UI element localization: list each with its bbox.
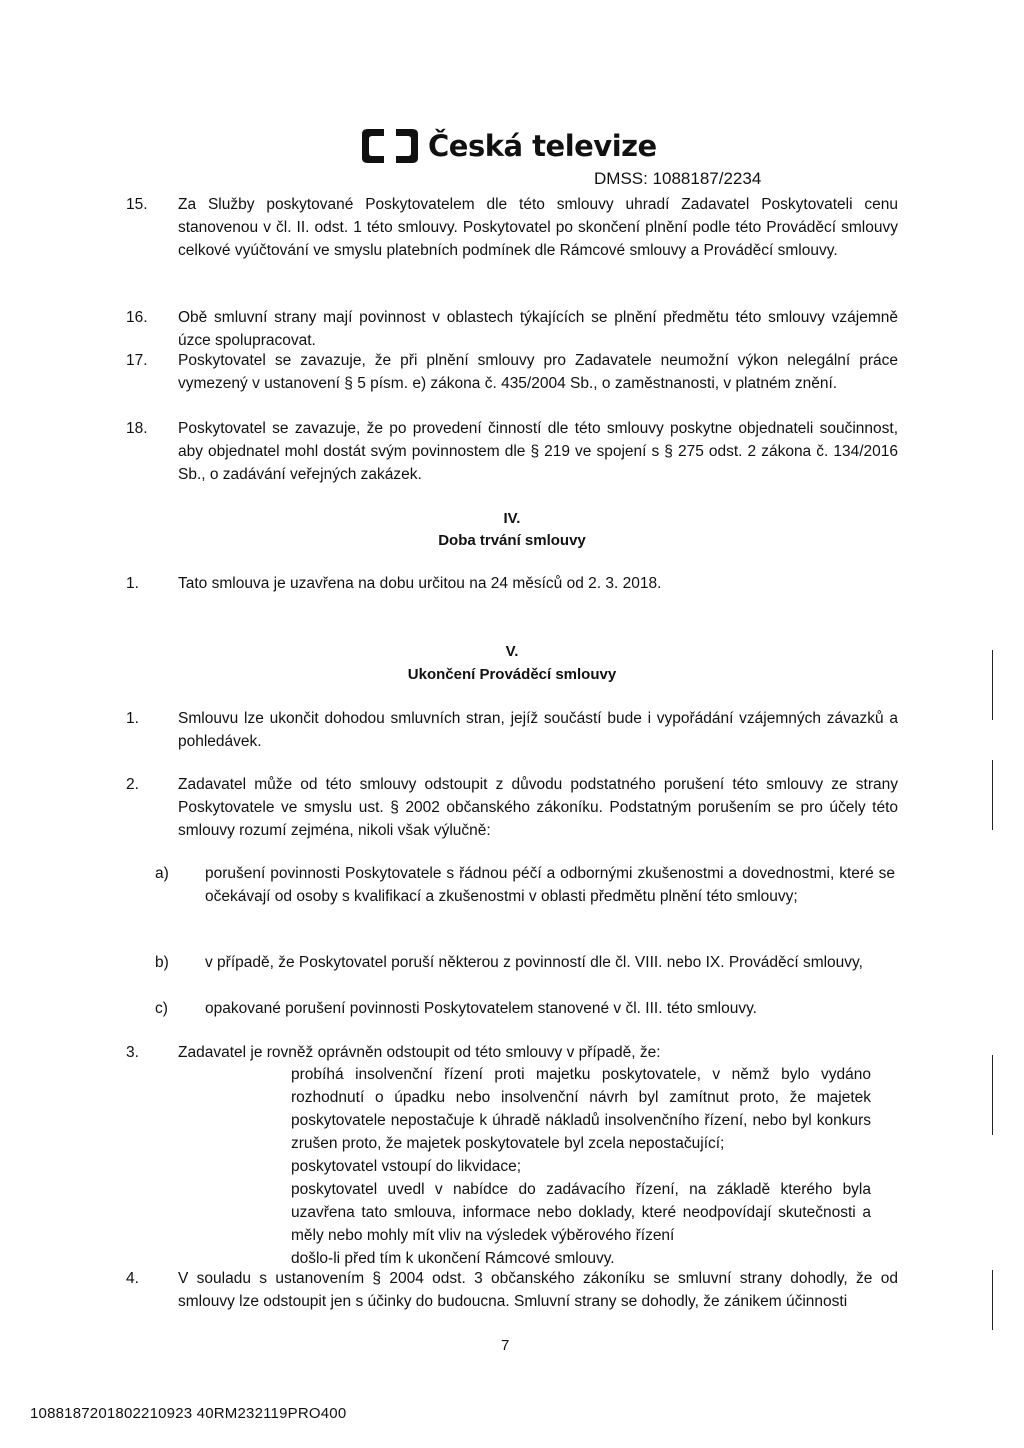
list-item: poskytovatel vstoupí do likvidace; bbox=[291, 1158, 522, 1175]
paragraph-number: 15. bbox=[126, 196, 148, 213]
item-number: 3. bbox=[126, 1044, 139, 1061]
ct-logo-icon bbox=[358, 126, 422, 166]
subitem-label: c) bbox=[155, 1000, 168, 1017]
ceska-televize-logo bbox=[358, 126, 657, 166]
item-3-list bbox=[291, 1063, 871, 1270]
document-id: 1088187201802210923 40RM232119PRO400 bbox=[30, 1405, 347, 1422]
brand-name: Česká televize bbox=[428, 129, 657, 163]
section-5-roman: V. bbox=[505, 643, 519, 660]
paragraph-number: 17. bbox=[126, 352, 148, 369]
subitem-b bbox=[155, 951, 895, 974]
paragraph-text: Poskytovatel se zavazuje, že po provedení činností dle této smlouvy poskytne objednateli součinnost, aby objednatel mohl dostát svým povinnostem dle § 219 ve spojení s § 275 odst. 2 zákona č. 134/2016 Sb., o zadávání veřejných zakázek. bbox=[178, 420, 898, 483]
item-number: 4. bbox=[126, 1270, 139, 1287]
subitem-text: v případě, že Poskytovatel poruší některou z povinností dle čl. VIII. nebo IX. Prováděcí smlouvy, bbox=[205, 954, 863, 971]
subitem-label: a) bbox=[155, 865, 169, 882]
page-number: 7 bbox=[501, 1337, 510, 1354]
scan-margin-line bbox=[992, 1055, 993, 1135]
paragraph-number: 18. bbox=[126, 420, 148, 437]
subitem-label: b) bbox=[155, 954, 169, 971]
scan-margin-line bbox=[992, 650, 993, 720]
section-4-item-1 bbox=[126, 572, 898, 595]
paragraph-17 bbox=[126, 349, 898, 395]
subitem-a bbox=[155, 862, 895, 908]
item-number: 1. bbox=[126, 575, 139, 592]
paragraph-text: Obě smluvní strany mají povinnost v oblastech týkajících se plnění předmětu této smlouvy vzájemně úzce spolupracovat. bbox=[178, 309, 898, 349]
item-text: V souladu s ustanovením § 2004 odst. 3 občanského zákoníku se smluvní strany dohodly, že od smlouvy lze odstoupit jen s účinky do budoucna. Smluvní strany se dohodly, že zánikem účinnosti bbox=[178, 1270, 898, 1310]
list-item: poskytovatel uvedl v nabídce do zadávacího řízení, na základě kterého byla uzavřena tato smlouva, informace nebo doklady, které neodpovídají skutečnosti a měly nebo mohly mít vliv na výsledek výběrového řízení bbox=[291, 1181, 871, 1244]
subitem-text: opakované porušení povinnosti Poskytovatelem stanovené v čl. III. této smlouvy. bbox=[205, 1000, 757, 1017]
item-number: 1. bbox=[126, 710, 139, 727]
section-5-item-2 bbox=[126, 773, 898, 842]
scan-margin-line bbox=[992, 1270, 993, 1330]
item-text: Tato smlouva je uzavřena na dobu určitou na 24 měsíců od 2. 3. 2018. bbox=[178, 575, 662, 592]
section-5-item-4 bbox=[126, 1267, 898, 1313]
section-4-title: Doba trvání smlouvy bbox=[438, 532, 586, 549]
subitem-c bbox=[155, 997, 895, 1020]
section-5-item-3 bbox=[126, 1041, 898, 1064]
list-item: probíhá insolvenční řízení proti majetku poskytovatele, v němž bylo vydáno rozhodnutí o úpadku nebo insolvenční návrh byl zamítnut proto, že majetek poskytovatele nepostačuje k úhradě nákladů insolvenčního řízení, nebo byl konkurs zrušen proto, že majetek poskytovatele byl zcela nepostačující; bbox=[291, 1066, 871, 1152]
paragraph-15 bbox=[126, 193, 898, 262]
section-4-roman: IV. bbox=[503, 510, 521, 527]
paragraph-text: Poskytovatel se zavazuje, že při plnění smlouvy pro Zadavatele neumožní výkon nelegální práce vymezený v ustanovení § 5 písm. e) zákona č. 435/2004 Sb., o zaměstnanosti, v platném znění. bbox=[178, 352, 898, 392]
item-text: Zadavatel je rovněž oprávněn odstoupit od této smlouvy v případě, že: bbox=[178, 1044, 661, 1061]
item-text: Zadavatel může od této smlouvy odstoupit z důvodu podstatného porušení této smlouvy ze strany Poskytovatele ve smyslu ust. § 2002 občanského zákoníku. Podstatným porušením se pro účely této smlouvy rozumí zejména, nikoli však výlučně: bbox=[178, 776, 898, 839]
subitem-text: porušení povinnosti Poskytovatele s řádnou péčí a odbornými zkušenostmi a dovednostmi, které se očekávají od osoby s kvalifikací a zkušenostmi v oblasti předmětu plnění této smlouvy; bbox=[205, 865, 895, 905]
item-text: Smlouvu lze ukončit dohodou smluvních stran, jejíž součástí bude i vypořádání vzájemných závazků a pohledávek. bbox=[178, 710, 898, 750]
section-5-item-1 bbox=[126, 707, 898, 753]
paragraph-number: 16. bbox=[126, 309, 148, 326]
section-5-title: Ukončení Prováděcí smlouvy bbox=[407, 666, 617, 683]
item-number: 2. bbox=[126, 776, 139, 793]
paragraph-text: Za Služby poskytované Poskytovatelem dle této smlouvy uhradí Zadavatel Poskytovateli cenu stanovenou v čl. II. odst. 1 této smlouvy. Poskytovatel po skončení plnění podle této Prováděcí smlouvy celkové vyúčtování ve smyslu platebních podmínek dle Rámcové smlouvy a Prováděcí smlouvy. bbox=[178, 196, 898, 259]
paragraph-18 bbox=[126, 417, 898, 486]
scan-margin-line bbox=[992, 760, 993, 830]
list-item: došlo-li před tím k ukončení Rámcové smlouvy. bbox=[291, 1250, 615, 1267]
paragraph-16 bbox=[126, 306, 898, 352]
dmss-number: DMSS: 1088187/2234 bbox=[594, 169, 762, 188]
